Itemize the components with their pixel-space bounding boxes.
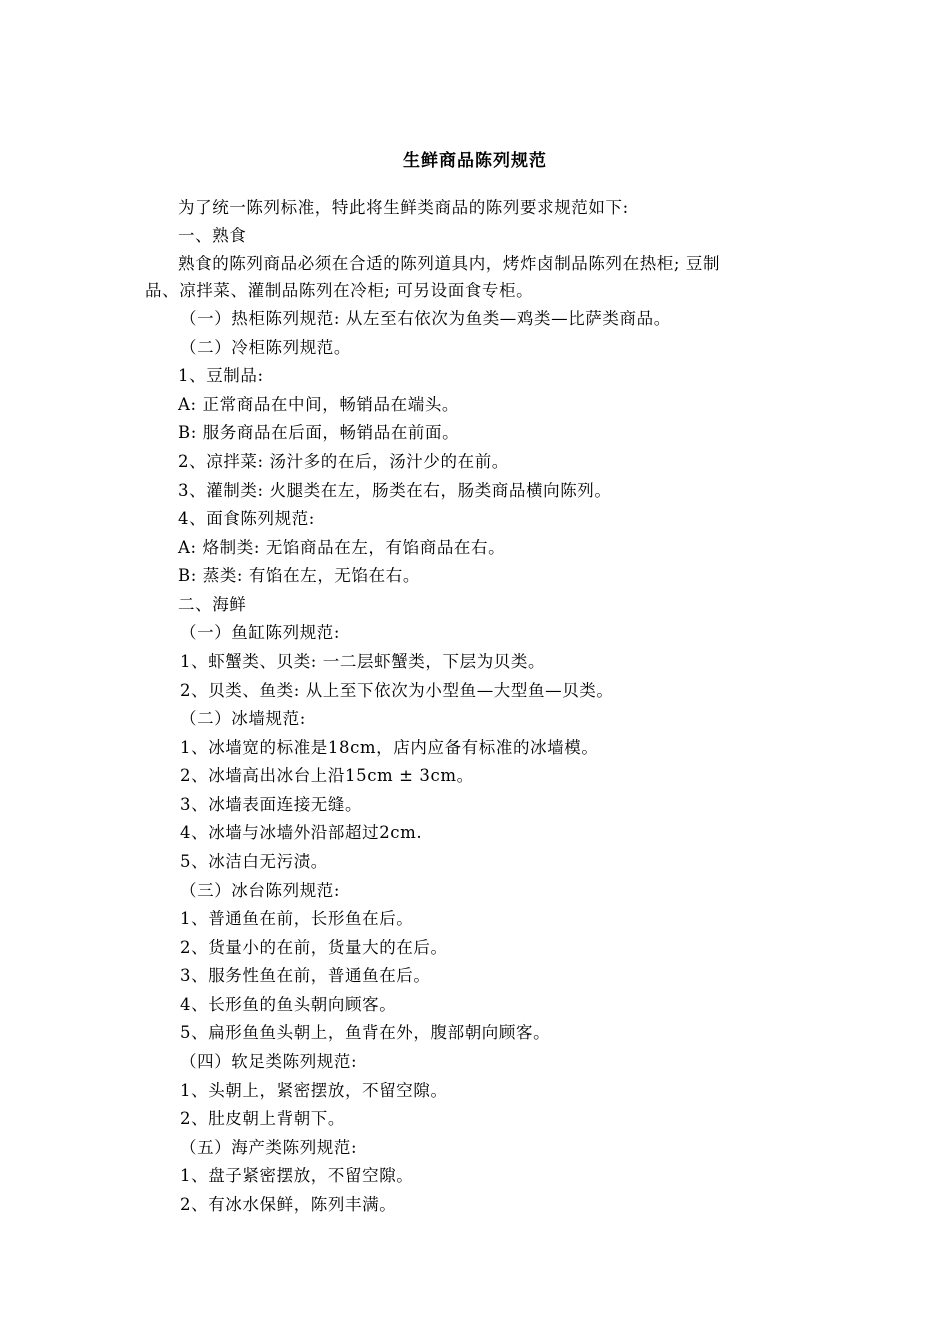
subsection-heading: （二）冰墙规范: xyxy=(180,709,306,728)
list-item: 5、扁形鱼鱼头朝上，鱼背在外，腹部朝向顾客。 xyxy=(180,1023,551,1042)
subsection-heading: （五）海产类陈列规范: xyxy=(180,1138,358,1157)
list-item: B: 服务商品在后面，畅销品在前面。 xyxy=(178,423,460,442)
list-item: 1、冰墙宽的标准是18cm，店内应备有标准的冰墙模。 xyxy=(180,738,599,757)
list-item: 2、肚皮朝上背朝下。 xyxy=(180,1109,345,1128)
list-item: 2、凉拌菜: 汤汁多的在后，汤汁少的在前。 xyxy=(178,452,509,471)
list-item: 2、有冰水保鲜，陈列丰满。 xyxy=(180,1195,397,1214)
list-item: 2、货量小的在前，货量大的在后。 xyxy=(180,938,448,957)
paragraph-line: 熟食的陈列商品必须在合适的陈列道具内，烤炸卤制品陈列在热柜; 豆制 xyxy=(178,254,721,273)
list-item: 4、面食陈列规范: xyxy=(178,509,315,528)
subsection-heading: （二）冷柜陈列规范。 xyxy=(180,338,351,357)
list-item: 1、盘子紧密摆放，不留空隙。 xyxy=(180,1166,414,1185)
list-item: 4、冰墙与冰墙外沿部超过2cm. xyxy=(180,823,423,842)
list-item: 1、豆制品: xyxy=(178,366,264,385)
document-title: 生鲜商品陈列规范 xyxy=(403,151,547,171)
list-item: A: 烙制类: 无馅商品在左，有馅商品在右。 xyxy=(178,538,506,557)
list-item: 2、贝类、鱼类: 从上至下依次为小型鱼—大型鱼—贝类。 xyxy=(180,681,614,700)
list-item: 1、普通鱼在前，长形鱼在后。 xyxy=(180,909,414,928)
list-item: A: 正常商品在中间，畅销品在端头。 xyxy=(178,395,460,414)
list-item: 3、服务性鱼在前，普通鱼在后。 xyxy=(180,966,431,985)
list-item: 1、虾蟹类、贝类: 一二层虾蟹类，下层为贝类。 xyxy=(180,652,546,671)
list-item: 2、冰墙高出冰台上沿15cm ± 3cm。 xyxy=(180,766,474,785)
subsection-heading: （三）冰台陈列规范: xyxy=(180,881,341,900)
subsection-heading: （四）软足类陈列规范: xyxy=(180,1052,358,1071)
section-heading-cooked-food: 一、熟食 xyxy=(178,226,247,245)
subsection-heading: （一）热柜陈列规范: 从左至右依次为鱼类—鸡类—比萨类商品。 xyxy=(180,309,671,328)
list-item: 4、长形鱼的鱼头朝向顾客。 xyxy=(180,995,397,1014)
intro-paragraph: 为了统一陈列标准，特此将生鲜类商品的陈列要求规范如下: xyxy=(178,198,629,217)
list-item: 5、冰洁白无污渍。 xyxy=(180,852,328,871)
list-item: 3、冰墙表面连接无缝。 xyxy=(180,795,363,814)
subsection-heading: （一）鱼缸陈列规范: xyxy=(180,623,341,642)
paragraph-line: 品、凉拌菜、灌制品陈列在冷柜; 可另设面食专柜。 xyxy=(145,281,534,300)
section-heading-seafood: 二、海鲜 xyxy=(178,595,247,614)
list-item: B: 蒸类: 有馅在左，无馅在右。 xyxy=(178,566,420,585)
list-item: 3、灌制类: 火腿类在左，肠类在右，肠类商品横向陈列。 xyxy=(178,481,612,500)
list-item: 1、头朝上，紧密摆放，不留空隙。 xyxy=(180,1081,448,1100)
